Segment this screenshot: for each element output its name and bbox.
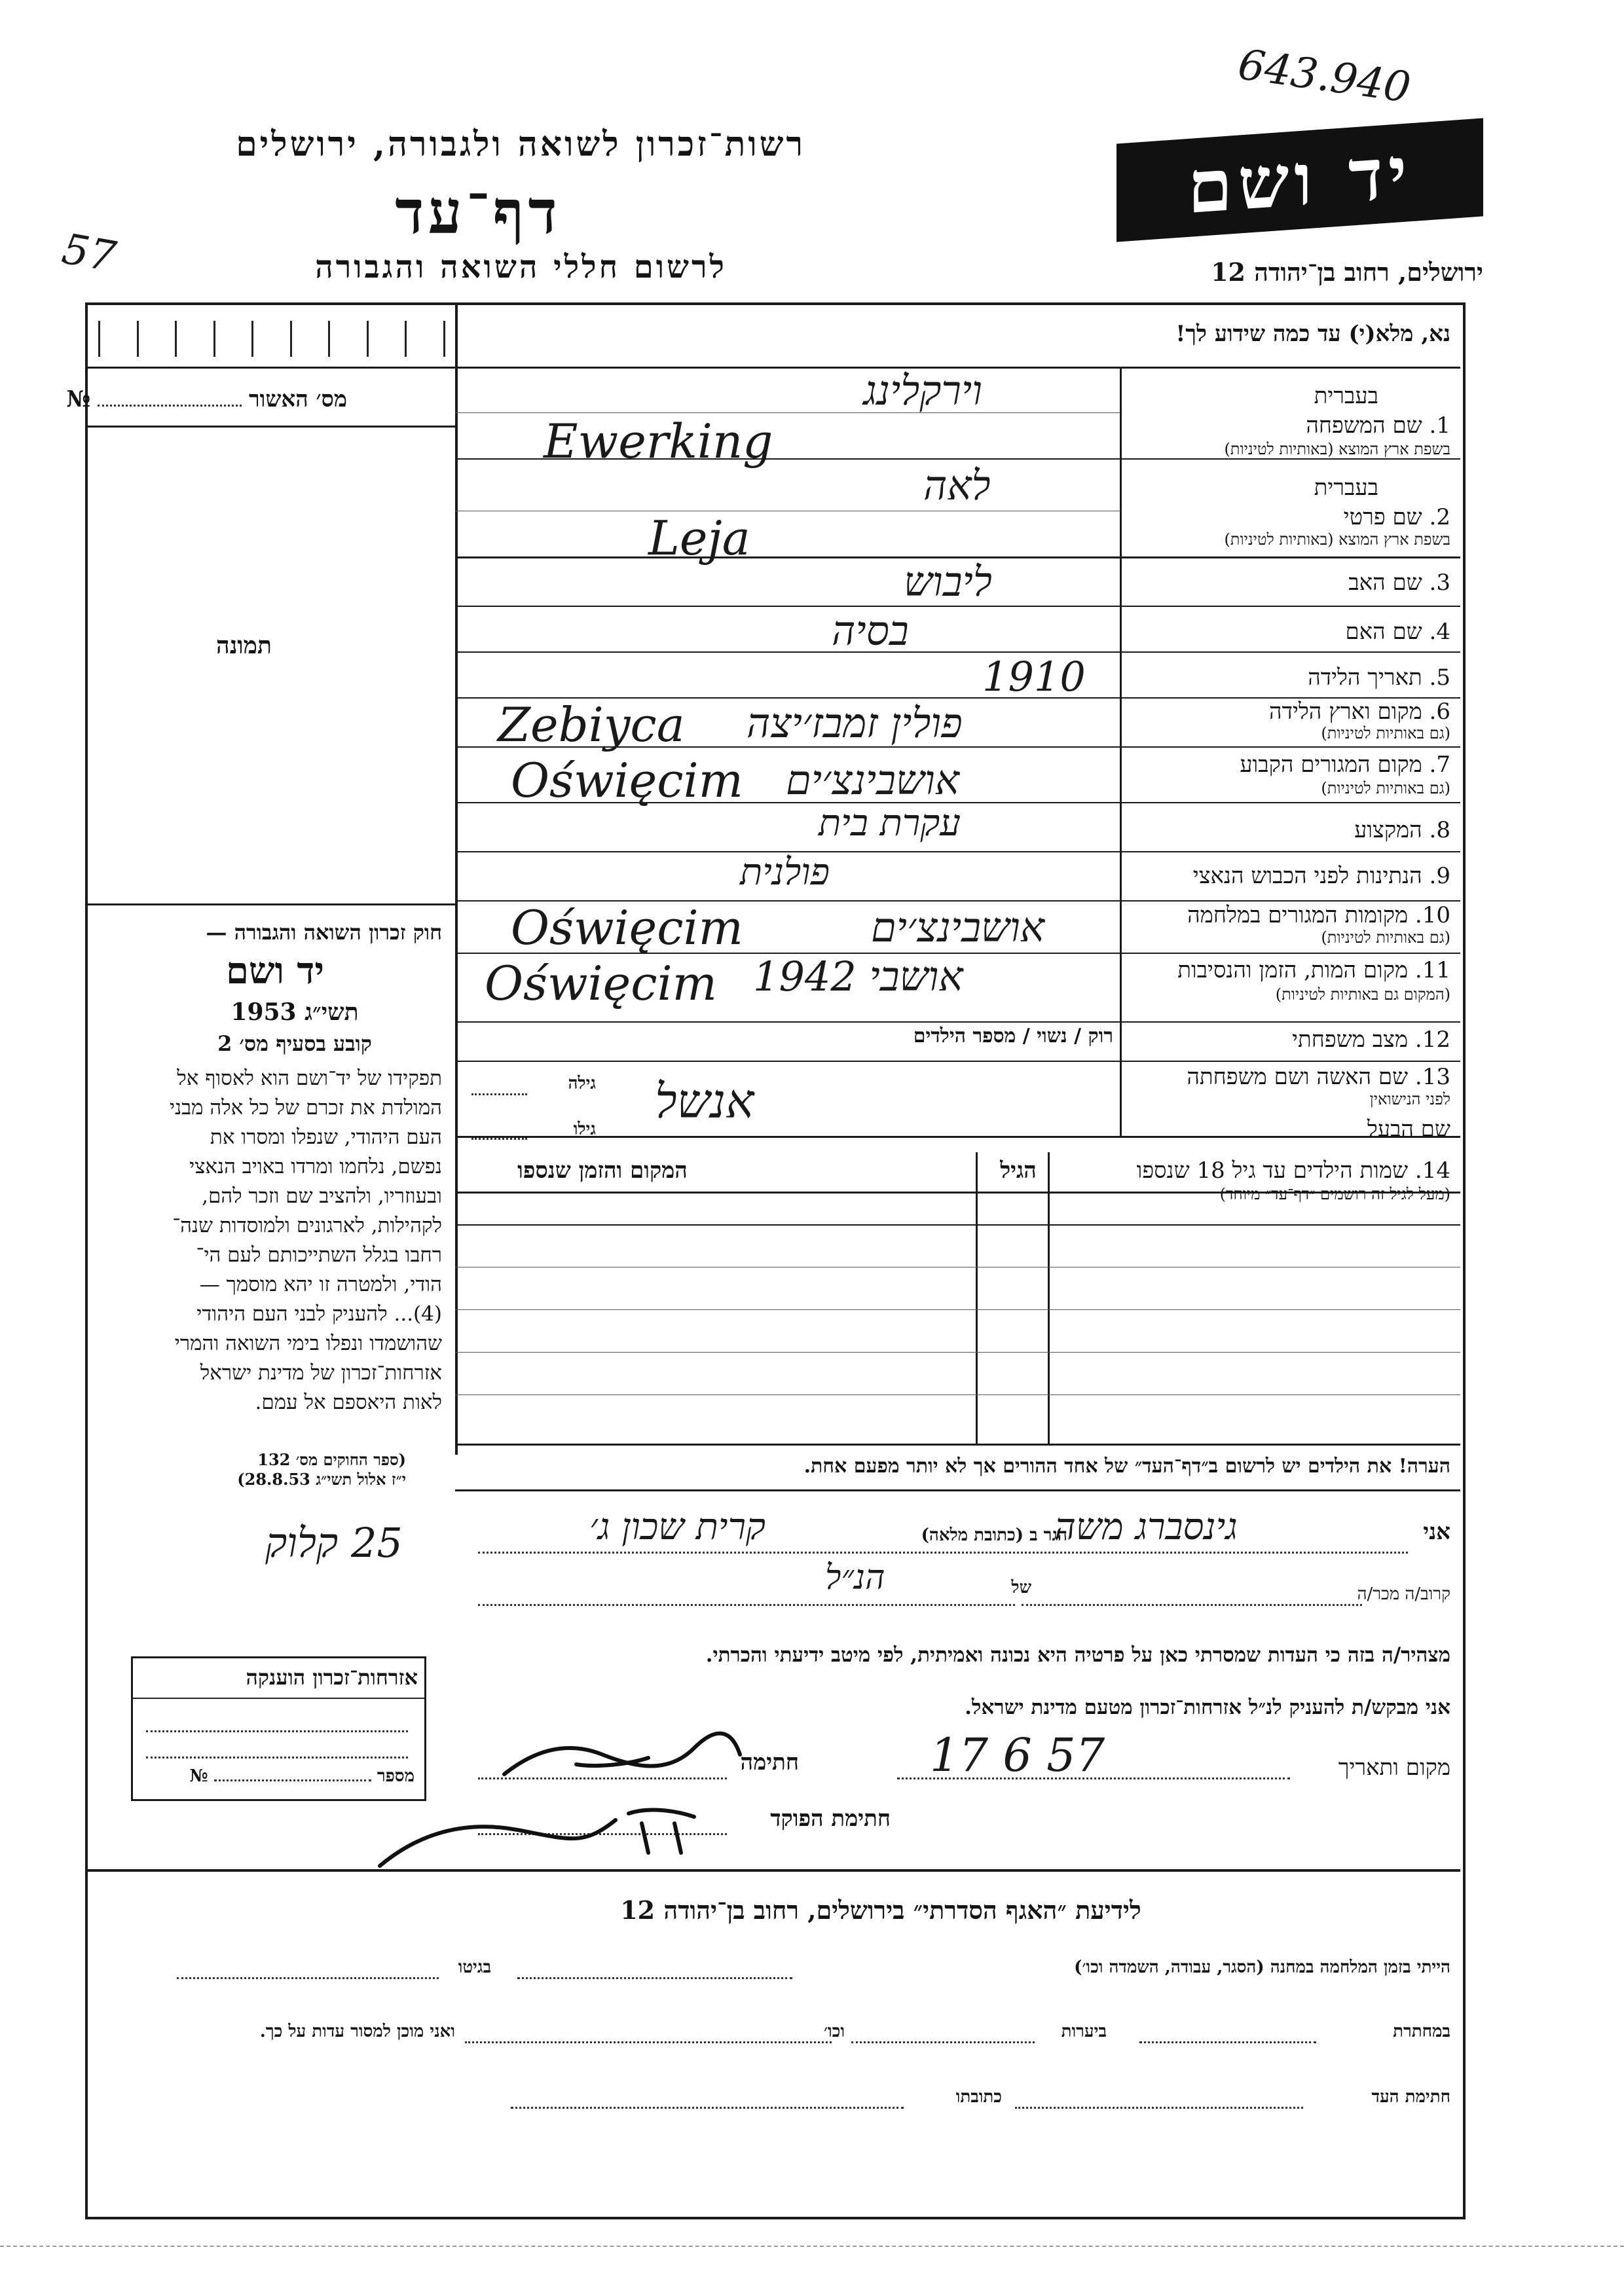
field-4-value: בסיה	[832, 607, 909, 655]
logo-text: יד ושם	[1187, 130, 1412, 230]
declaration-requests: אני מבקש/ת להעניק לנ״ל אזרחות־זכרון מטעם מדינת ישראל.	[965, 1696, 1450, 1719]
field-13-husband-value: אנשל	[655, 1074, 754, 1129]
declaration-of-label: של	[1011, 1578, 1031, 1597]
field-10-value-latin: Oświęcim	[511, 900, 743, 955]
instructions: נא, מלא(י) עד כמה שידוע לך!	[1175, 321, 1450, 347]
law-title: חוק זכרון השואה והגבורה —	[206, 920, 442, 945]
field-7-label: 7. מקום המגורים הקבוע	[1240, 752, 1450, 778]
field-2-value-hebrew: לאה	[923, 462, 991, 509]
field-3-value: ליבוש	[904, 558, 992, 606]
field-8-label: 8. המקצוע	[1354, 817, 1450, 843]
footer-line1-b: בגיטו	[458, 1958, 491, 1977]
field-8-value: עקרת בית	[819, 802, 961, 845]
field-13-husband-label: שם הבעל	[1367, 1116, 1450, 1142]
field-13-husband-age-label: גילו	[573, 1120, 596, 1139]
field-1-hebrew-tag: בעברית	[1314, 383, 1378, 409]
footer-line2-b: ביערות	[1061, 2022, 1107, 2041]
declaration-declares: מצהיר/ה בזה כי העדות שמסרתי כאן על פרטיה היא נכונה ואמיתית, לפי מיטב ידיעתי והכרתי.	[705, 1643, 1450, 1667]
officer-signature-label: חתימת הפוקד	[770, 1806, 891, 1832]
field-6-label: 6. מקום וארץ הלידה	[1269, 699, 1450, 725]
footer-title: לידיעת ״האגף הסדרתי״ בירושלים, רחוב בן־יהודה 12	[620, 1895, 1141, 1925]
photo-label: תמונה	[216, 632, 272, 659]
field-5-label: 5. תאריך הלידה	[1308, 665, 1450, 691]
citizenship-number: מספר №	[189, 1766, 415, 1786]
field-11-sub: (המקום גם באותיות לטיניות)	[1275, 985, 1450, 1004]
law-text: תפקידו של יד־ושם הוא לאסוף אל המולדת את זכרם של כל אלה מבני העם היהודי, שנפלו ומסרו את נפשם, נלחמו ומרדו באויב הנאצי ובעוזריו, ולהציב שם וזכר להם, לקהילות, לארגונים ולמוסדות שנה־ רחבו בגלל השתייכותם לעם הי־ הודי, ולמטרה זו יהא מוסמך — (4)... להעניק לבני העם היהודי שהושמדו ונפלו בימי השואה והמרי אזרחות־זכרון של מדינת ישראל לאות היאספם אל עמם.	[169, 1066, 442, 1414]
approval-number-label: מס׳ האשור №	[66, 386, 347, 412]
footer-line2-a: במחתרת	[1393, 2022, 1450, 2041]
footer-line3-a: חתימת העד	[1371, 2087, 1450, 2107]
field-13-sub: לפני הנישואין	[1369, 1090, 1450, 1108]
declaration-i-value: גינסברג משה	[1054, 1506, 1238, 1548]
field-1-sub: בשפת ארץ המוצא (באותיות לטיניות)	[1224, 440, 1450, 458]
field-10-sub: (גם באותיות לטיניות)	[1321, 928, 1450, 947]
footer-line2-c: וכו׳	[823, 2022, 845, 2041]
column-divider	[455, 302, 458, 1455]
field-3-label: 3. שם האב	[1348, 570, 1450, 596]
handwritten-note: 25 קלוק	[265, 1519, 403, 1567]
field-13-age-label: גילה	[568, 1074, 596, 1093]
field-2-value-latin: Leja	[648, 511, 750, 566]
field-9-label: 9. הנתינות לפני הכבוש הנאצי	[1192, 863, 1450, 889]
law-name: יד ושם	[225, 949, 325, 993]
place-date-label: מקום ותאריך	[1338, 1755, 1450, 1781]
field-10-label: 10. מקומות המגורים במלחמה	[1187, 902, 1450, 928]
field-1-value-hebrew: וירקלינג	[863, 367, 982, 414]
field-1-value-latin: Ewerking	[544, 414, 773, 469]
field-10-value-hebrew: אושבינצ׳ים	[871, 903, 1045, 951]
declaration-relative-label: קרוב/ה מכר/ה	[1357, 1584, 1450, 1604]
field-7-value-latin: Oświęcim	[511, 753, 743, 808]
field-14-age-col: הגיל	[1000, 1157, 1037, 1184]
field-4-label: 4. שם האם	[1345, 619, 1450, 645]
signature-label: חתימה	[740, 1749, 799, 1776]
citizenship-box	[131, 1656, 426, 1801]
form-title: דף־עד	[395, 177, 561, 247]
archive-number: 643.940	[1235, 40, 1414, 113]
page-number: 57	[58, 225, 120, 282]
footer-line3-b: כתובתו	[955, 2087, 1002, 2107]
form-subtitle: לרשום חללי השואה והגבורה	[315, 249, 727, 285]
field-2-sub: בשפת ארץ המוצא (באותיות לטיניות)	[1224, 530, 1450, 549]
field-6-value-latin: Zebiyca	[498, 697, 685, 752]
tick-strip	[98, 321, 445, 357]
institution-name: רשות־זכרון לשואה ולגבורה, ירושלים	[236, 124, 805, 164]
field-11-value-latin: Oświęcim	[485, 956, 717, 1011]
declaration-of-value: הנ״ל	[825, 1558, 885, 1597]
field-7-sub: (גם באותיות לטיניות)	[1321, 779, 1450, 797]
law-year: תשי״ג 1953	[231, 998, 359, 1026]
field-6-value-hebrew: פולין זמבז׳יצה	[747, 699, 963, 747]
field-9-value: פולנית	[740, 851, 830, 894]
scan-edge-artifact	[0, 2246, 1624, 2250]
field-6-sub: (גם באותיות לטיניות)	[1321, 724, 1450, 742]
field-11-value-hebrew: אושבי 1942	[753, 953, 963, 1000]
declaration-i-label: אני	[1423, 1519, 1450, 1545]
date-value: 17 6 57	[930, 1728, 1105, 1782]
yad-vashem-logo	[1116, 118, 1483, 242]
field-12-value: רוק / נשוי / מספר הילדים	[913, 1025, 1113, 1048]
field-12-label: 12. מצב משפחתי	[1292, 1027, 1450, 1053]
footer-line2-d: ואני מוכן למסור עדות על כך.	[259, 2022, 455, 2041]
field-14-place-col: המקום והזמן שנספו	[517, 1157, 688, 1184]
witness-signature	[498, 1728, 747, 1787]
label-divider	[1120, 367, 1122, 1136]
field-11-label: 11. מקום המות, הזמן והנסיבות	[1177, 957, 1450, 983]
field-14-sub: (מעל לגיל זה רושמים ״דף־עד״ מיוחד)	[1219, 1185, 1450, 1203]
field-2-hebrew-tag: בעברית	[1314, 475, 1378, 501]
footer-line1-a: הייתי בזמן המלחמה במחנה (הסגר, עבודה, השמדה וכו׳)	[1074, 1958, 1450, 1977]
field-13-label: 13. שם האשה ושם משפחתה	[1187, 1064, 1450, 1090]
header-address: ירושלים, רחוב בן־יהודה 12	[1211, 257, 1483, 287]
declaration-lives-value: קרית שכון ג׳	[589, 1506, 766, 1548]
field-5-value: 1910	[982, 653, 1086, 701]
law-section: קובע בסעיף מס׳ 2	[217, 1031, 372, 1056]
field-14-label: 14. שמות הילדים עד גיל 18 שנספו	[1136, 1157, 1450, 1184]
field-7-value-hebrew: אושבינצ׳ים	[786, 756, 960, 804]
declaration-lives-label: הגר ב (כתובת מלאה)	[921, 1525, 1067, 1545]
law-reference: (ספר החוקים מס׳ 132 י״ז אלול תשי״ג 28.8.53)	[237, 1450, 406, 1489]
note-text: הערה! את הילדים יש לרשום ב״דף־העד״ של אחד ההורים אך לא יותר מפעם אחת.	[803, 1455, 1450, 1478]
citizenship-title: אזרחות־זכרון הוענקה	[246, 1665, 418, 1690]
officer-signature	[367, 1794, 733, 1886]
field-2-label: 2. שם פרטי	[1343, 504, 1450, 530]
field-1-label: 1. שם המשפחה	[1306, 412, 1450, 439]
